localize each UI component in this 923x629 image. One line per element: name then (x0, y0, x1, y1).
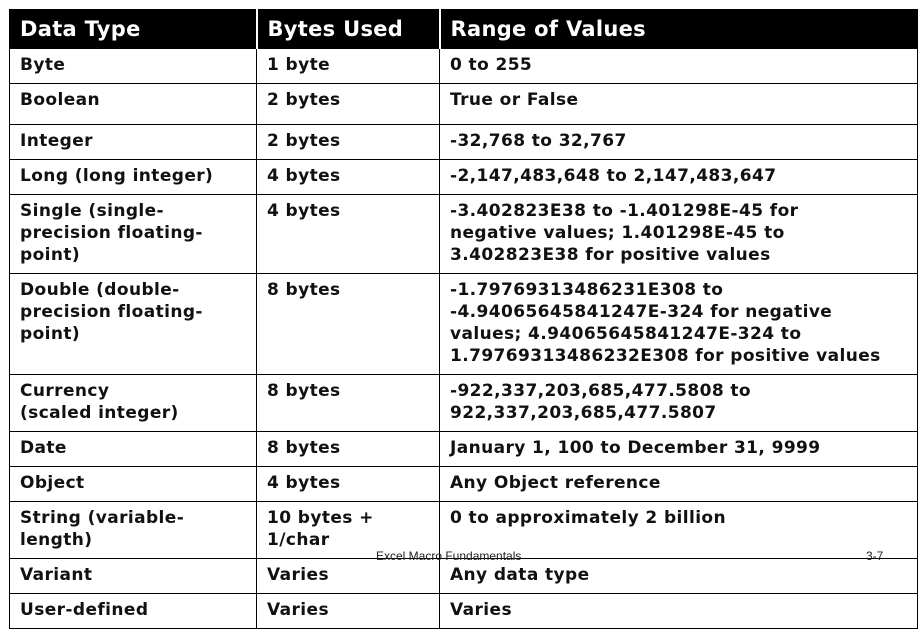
cell-bytes-used: 8 bytes (257, 274, 440, 375)
cell-range: January 1, 100 to December 31, 9999 (440, 432, 918, 467)
header-data-type: Data Type (10, 10, 257, 49)
cell-bytes-used: Varies (257, 559, 440, 594)
footer-title: Excel Macro Fundamentals (376, 549, 522, 563)
cell-data-type: Single (single- precision floating- point) (10, 195, 257, 274)
header-bytes-used: Bytes Used (257, 10, 440, 49)
table-row (10, 49, 918, 84)
cell-range: Any data type (440, 559, 918, 594)
cell-range: 0 to 255 (440, 49, 918, 84)
cell-data-type: Byte (10, 49, 257, 84)
table-row (10, 274, 918, 375)
cell-data-type: Long (long integer) (10, 160, 257, 195)
header-range-of-values: Range of Values (440, 10, 918, 49)
cell-range: -3.402823E38 to -1.401298E-45 for negative values; 1.401298E-45 to 3.402823E38 for positive values (440, 195, 918, 274)
cell-bytes-used: 4 bytes (257, 467, 440, 502)
cell-bytes-used: 8 bytes (257, 375, 440, 432)
cell-data-type: User-defined (10, 594, 257, 629)
table-row (10, 559, 918, 594)
cell-range: Varies (440, 594, 918, 629)
table-row (10, 594, 918, 629)
cell-bytes-used: 4 bytes (257, 195, 440, 274)
cell-range: -922,337,203,685,477.5808 to 922,337,203,685,477.5807 (440, 375, 918, 432)
cell-range: -2,147,483,648 to 2,147,483,647 (440, 160, 918, 195)
table-row (10, 375, 918, 432)
cell-range: -1.79769313486231E308 to -4.94065645841247E-324 for negative values; 4.94065645841247E-324 to 1.79769313486232E308 for positive values (440, 274, 918, 375)
cell-range: True or False (440, 84, 918, 125)
cell-range: Any Object reference (440, 467, 918, 502)
cell-bytes-used: 1 byte (257, 49, 440, 84)
cell-bytes-used: 8 bytes (257, 432, 440, 467)
cell-bytes-used: 2 bytes (257, 84, 440, 125)
table-row (10, 125, 918, 160)
cell-data-type: Double (double- precision floating- point) (10, 274, 257, 375)
cell-bytes-used: Varies (257, 594, 440, 629)
table-header-row (10, 10, 918, 49)
cell-data-type: Currency (scaled integer) (10, 375, 257, 432)
table-row (10, 160, 918, 195)
data-types-table-container (9, 9, 917, 629)
cell-data-type: Integer (10, 125, 257, 160)
cell-data-type: String (variable- length) (10, 502, 257, 559)
cell-bytes-used: 4 bytes (257, 160, 440, 195)
cell-range: 0 to approximately 2 billion (440, 502, 918, 559)
cell-bytes-used: 10 bytes + 1/char (257, 502, 440, 559)
table-row (10, 432, 918, 467)
table-row (10, 195, 918, 274)
cell-data-type: Boolean (10, 84, 257, 125)
table-row (10, 84, 918, 125)
cell-data-type: Variant (10, 559, 257, 594)
cell-bytes-used: 2 bytes (257, 125, 440, 160)
cell-data-type: Date (10, 432, 257, 467)
data-types-table (9, 9, 918, 629)
footer-page-number: 3-7 (866, 549, 884, 563)
table-row (10, 467, 918, 502)
cell-data-type: Object (10, 467, 257, 502)
cell-range: -32,768 to 32,767 (440, 125, 918, 160)
